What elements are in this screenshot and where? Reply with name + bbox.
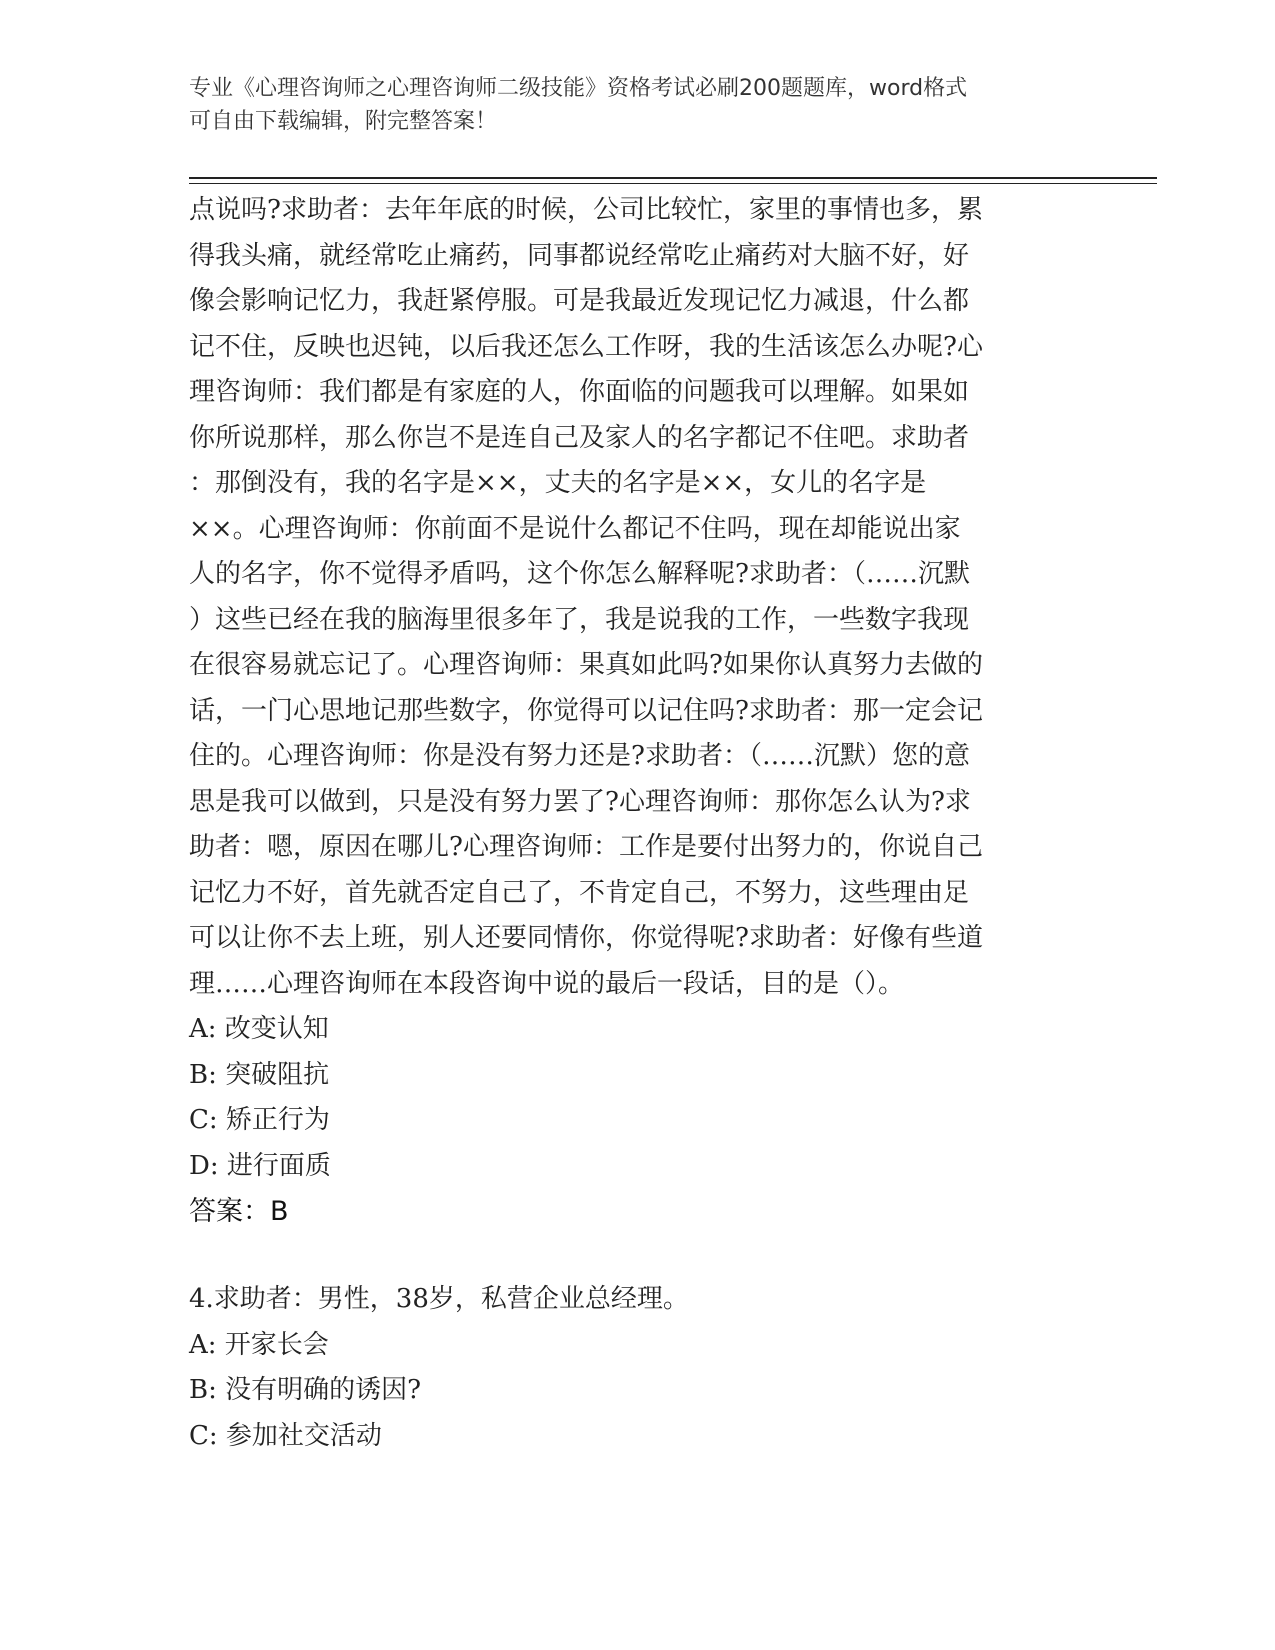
option-a: A: 改变认知: [189, 1014, 329, 1044]
option-c: C: 参加社交活动: [189, 1420, 382, 1451]
option-b: B: 没有明确的诱因?: [189, 1375, 422, 1405]
text-line: ××。心理咨询师：你前面不是说什么都记不住吗，现在却能说出家: [189, 513, 961, 544]
text-line: 可以让你不去上班，别人还要同情你，你觉得呢?求助者：好像有些道: [189, 923, 983, 953]
header-divider-thick: [189, 177, 1157, 179]
question-spacer: [189, 1235, 1089, 1277]
question-4-stem: 4.求助者：男性，38岁，私营企业总经理。: [189, 1284, 689, 1314]
text-line: 理咨询师：我们都是有家庭的人，你面临的问题我可以理解。如果如: [189, 377, 970, 407]
text-line: 助者：嗯，原因在哪儿?心理咨询师：工作是要付出努力的，你说自己: [189, 832, 983, 862]
option-c: C: 矫正行为: [189, 1105, 330, 1135]
text-line: ）这些已经在我的脑海里很多年了，我是说我的工作，一些数字我现: [189, 604, 970, 635]
question-3-text: [189, 188, 1089, 1007]
header-title-line-1: 专业《心理咨询师之心理咨询师二级技能》资格考试必刷200题题库，word格式: [189, 76, 968, 101]
text-line: 思是我可以做到，只是没有努力罢了?心理咨询师：那你怎么认为?求: [189, 786, 971, 817]
text-line: 记不住，反映也迟钝，以后我还怎么工作呀，我的生活该怎么办呢?心: [189, 331, 983, 362]
question-4-options: [189, 1323, 1089, 1460]
question-3-answer: 答案：B: [189, 1196, 289, 1227]
text-line: 得我头痛，就经常吃止痛药，同事都说经常吃止痛药对大脑不好，好: [189, 240, 970, 271]
text-line: 像会影响记忆力，我赶紧停服。可是我最近发现记忆力减退，什么都: [189, 286, 970, 316]
document-body: [189, 188, 1089, 1459]
document-header: [189, 72, 1069, 138]
text-line: 在很容易就忘记了。心理咨询师：果真如此吗?如果你认真努力去做的: [189, 650, 983, 680]
option-a: A: 开家长会: [189, 1329, 329, 1360]
header-divider-thin: [189, 183, 1157, 184]
question-3-options: [189, 1007, 1089, 1189]
text-line: 人的名字，你不觉得矛盾吗，这个你怎么解释呢?求助者：（……沉默: [189, 559, 970, 589]
header-title-line-2: 可自由下载编辑，附完整答案！: [189, 109, 498, 134]
text-line: 点说吗?求助者：去年年底的时候，公司比较忙，家里的事情也多，累: [189, 195, 983, 225]
text-line: 理……心理咨询师在本段咨询中说的最后一段话，目的是（）。: [189, 968, 905, 999]
text-line: 记忆力不好，首先就否定自己了，不肯定自己，不努力，这些理由足: [189, 877, 970, 908]
text-line: 住的。心理咨询师：你是没有努力还是?求助者：（……沉默）您的意: [189, 741, 970, 771]
text-line: 话，一门心思地记那些数字，你觉得可以记住吗?求助者：那一定会记: [189, 695, 983, 726]
option-d: D: 进行面质: [189, 1150, 331, 1181]
text-line: ：那倒没有，我的名字是××，丈夫的名字是××，女儿的名字是: [189, 468, 927, 498]
text-line: 你所说那样，那么你岂不是连自己及家人的名字都记不住吧。求助者: [189, 422, 970, 453]
option-b: B: 突破阻抗: [189, 1059, 330, 1090]
